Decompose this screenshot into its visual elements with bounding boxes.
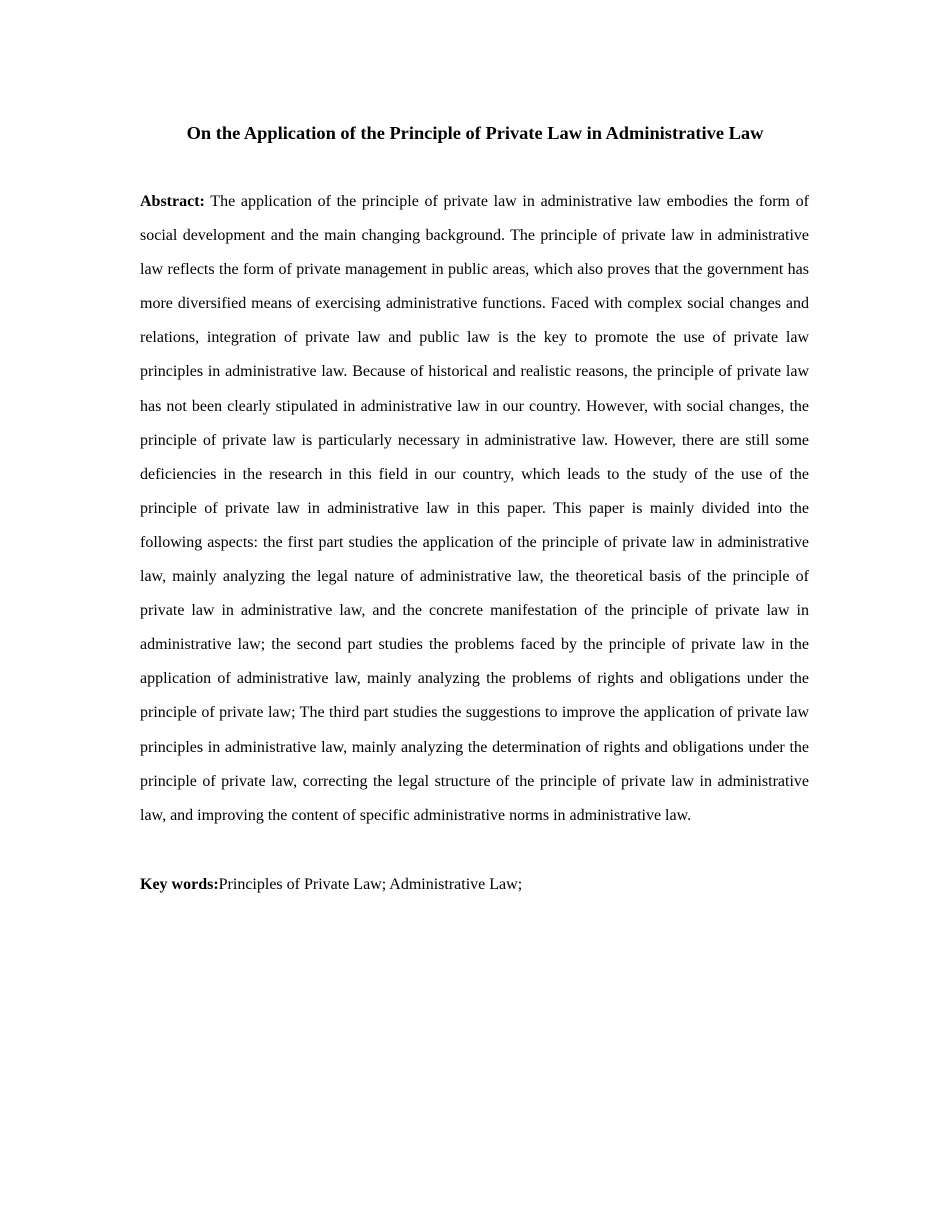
keywords-paragraph: [140, 868, 809, 902]
abstract-paragraph: [140, 185, 809, 833]
abstract-label: Abstract:: [140, 193, 205, 210]
abstract-text: The application of the principle of private law in administrative law embodies the form of social development and the main changing background. The principle of private law in administrative law reflects the form of private management in public areas, which also proves that the government has more diversified means of exercising administrative functions. Faced with complex social changes and relations, integration of private law and public law is the key to promote the use of private law principles in administrative law. Because of historical and realistic reasons, the principle of private law has not been clearly stipulated in administrative law in our country. However, with social changes, the principle of private law is particularly necessary in administrative law. However, there are still some deficiencies in the research in this field in our country, which leads to the study of the use of the principle of private law in administrative law in this paper. This paper is mainly divided into the following aspects: the first part studies the application of the principle of private law in administrative law, mainly analyzing the legal nature of administrative law, the theoretical basis of the principle of private law in administrative law, and the concrete manifestation of the principle of private law in administrative law; the second part studies the problems faced by the principle of private law in the application of administrative law, mainly analyzing the problems of rights and obligations under the principle of private law; The third part studies the suggestions to improve the application of private law principles in administrative law, mainly analyzing the determination of rights and obligations under the principle of private law, correcting the legal structure of the principle of private law in administrative law, and improving the content of specific administrative norms in administrative law.: [140, 193, 809, 824]
keywords-text: Principles of Private Law; Administrative Law;: [218, 876, 523, 893]
paper-title: On the Application of the Principle of Private Law in Administrative Law: [186, 123, 764, 143]
keywords-label: Key words:: [140, 876, 219, 893]
